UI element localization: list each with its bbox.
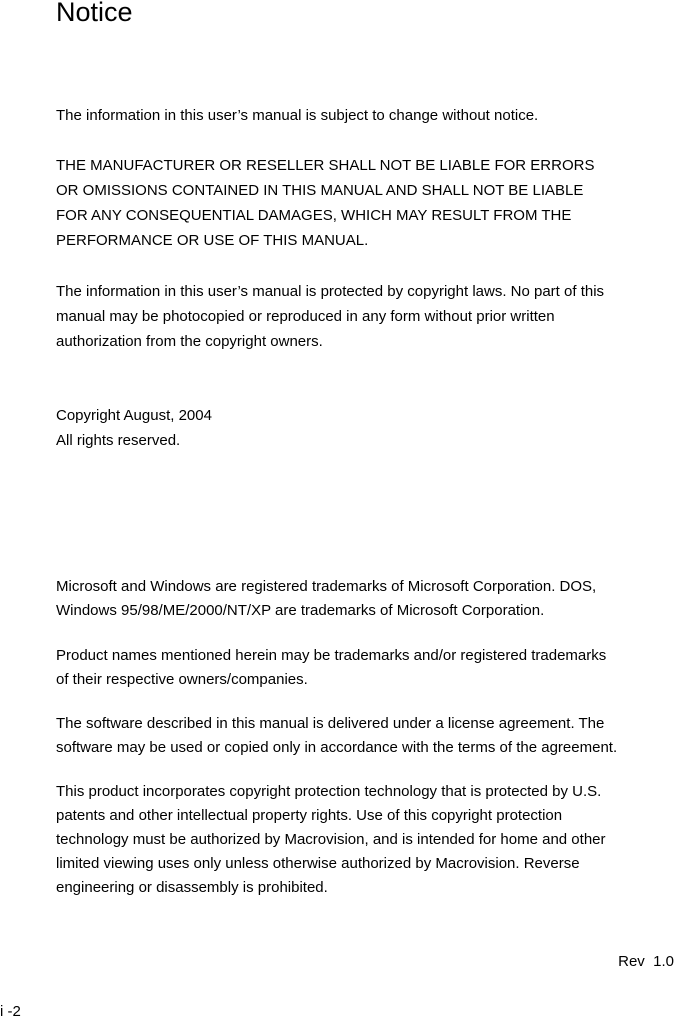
liability-line: PERFORMANCE OR USE OF THIS MANUAL. bbox=[56, 232, 369, 249]
liability-line: FOR ANY CONSEQUENTIAL DAMAGES, WHICH MAY RESULT FROM THE bbox=[56, 207, 572, 224]
trademark-line: Windows 95/98/ME/2000/NT/XP are trademarks of Microsoft Corporation. bbox=[56, 602, 545, 619]
macrovision-line: limited viewing uses only unless otherwise authorized by Macrovision. Reverse bbox=[56, 855, 580, 872]
change-notice: The information in this user’s manual is subject to change without notice. bbox=[56, 107, 539, 124]
license-line: software may be used or copied only in accordance with the terms of the agreement. bbox=[56, 739, 618, 756]
copyright-laws-line: authorization from the copyright owners. bbox=[56, 333, 323, 350]
page-number: i -2 bbox=[0, 1003, 21, 1020]
license-line: The software described in this manual is delivered under a license agreement. The bbox=[56, 715, 605, 732]
copyright-laws-line: manual may be photocopied or reproduced in any form without prior written bbox=[56, 308, 555, 325]
macrovision-line: This product incorporates copyright protection technology that is protected by U.S. bbox=[56, 783, 602, 800]
macrovision-notice bbox=[56, 780, 606, 900]
license-notice bbox=[56, 712, 617, 760]
liability-line: OR OMISSIONS CONTAINED IN THIS MANUAL AND SHALL NOT BE LIABLE bbox=[56, 182, 584, 199]
liability-disclaimer bbox=[56, 153, 594, 253]
copyright-laws-notice bbox=[56, 279, 604, 354]
rights-reserved: All rights reserved. bbox=[56, 432, 181, 449]
product-trademarks bbox=[56, 644, 606, 692]
trademark-line: Product names mentioned herein may be trademarks and/or registered trademarks bbox=[56, 647, 607, 664]
liability-line: THE MANUFACTURER OR RESELLER SHALL NOT BE LIABLE FOR ERRORS bbox=[56, 157, 595, 174]
microsoft-trademarks bbox=[56, 575, 596, 623]
page-title: Notice bbox=[56, 0, 133, 27]
trademark-line: of their respective owners/companies. bbox=[56, 671, 308, 688]
copyright-date: Copyright August, 2004 bbox=[56, 407, 212, 424]
revision-label: Rev 1.0 bbox=[618, 953, 674, 970]
copyright-laws-line: The information in this user’s manual is protected by copyright laws. No part of this bbox=[56, 283, 605, 300]
macrovision-line: engineering or disassembly is prohibited. bbox=[56, 879, 328, 896]
macrovision-line: patents and other intellectual property rights. Use of this copyright protection bbox=[56, 807, 563, 824]
macrovision-line: technology must be authorized by Macrovision, and is intended for home and other bbox=[56, 831, 606, 848]
trademark-line: Microsoft and Windows are registered trademarks of Microsoft Corporation. DOS, bbox=[56, 578, 597, 595]
copyright-block bbox=[56, 403, 212, 453]
